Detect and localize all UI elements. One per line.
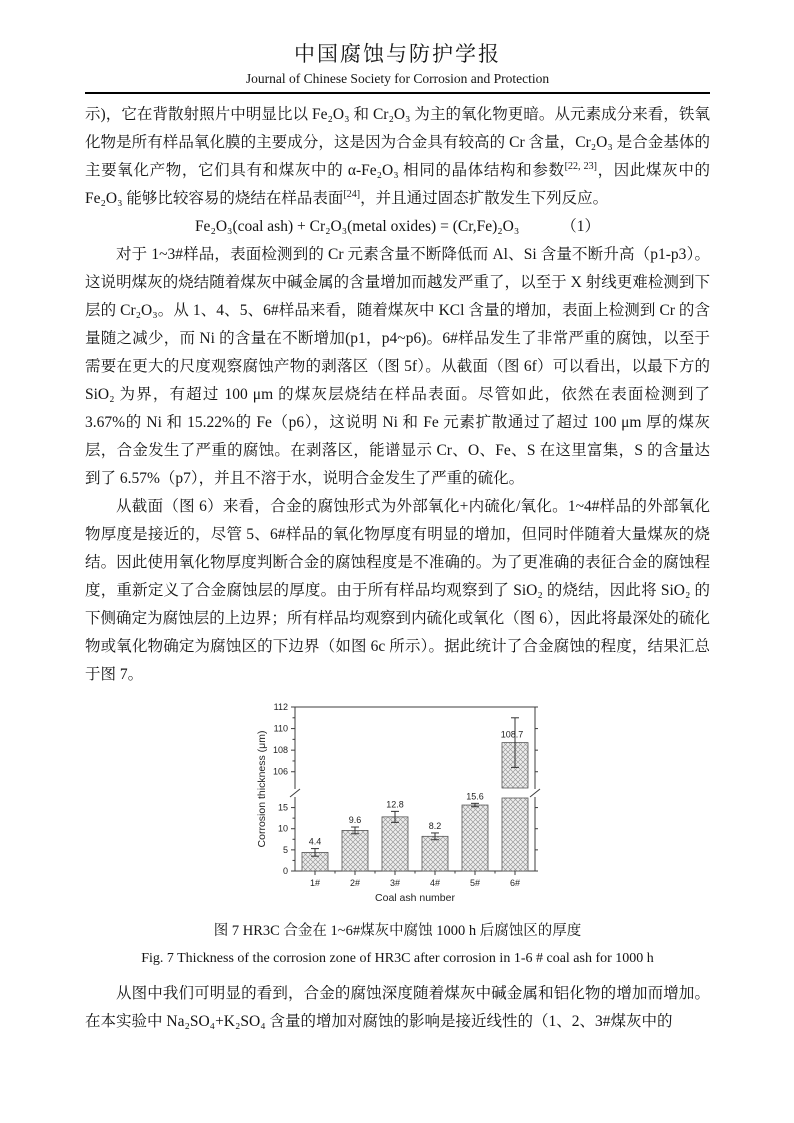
svg-text:6#: 6# [509,878,520,888]
svg-text:5: 5 [282,844,288,855]
journal-title-en: Journal of Chinese Society for Corrosion and Protection [245,71,550,86]
svg-text:Coal ash number: Coal ash number [374,892,455,904]
equation-1-row [85,213,710,241]
svg-text:5#: 5# [469,878,480,888]
svg-text:4.4: 4.4 [308,836,321,847]
figure-caption-cn: 图 7 HR3C 合金在 1~6#煤灰中腐蚀 1000 h 后腐蚀区的厚度 [213,923,582,939]
svg-text:15.6: 15.6 [465,791,484,802]
svg-text:3#: 3# [389,878,400,888]
journal-header [85,38,710,94]
equation-1-text: Fe₂O₃(coal ash) + Cr₂O₃(metal oxides) = (Cr,Fe)₂O₃ [194,218,520,235]
svg-text:0: 0 [282,866,288,876]
paragraph-oxide-composition: 示)，它在背散射照片中明显比以 Fe₂O₃ 和 Cr₂O₃ 为主的氧化物更暗。从元素成分来看，铁氧化物是所有样品氧化膜的主要成分，这是因为合金具有较高的 Cr 含量，Cr₂O₃ 是合金基体的主要氧化产物，它们具有和煤灰中的 α-Fe₂O₃ 相同的晶体结构和参数[22, 23]，因此煤灰中的 Fe₂O₃ 能够比较容易的烧结在样品表面[24]，并且通过固态扩散发生下列反应。 [85,106,710,207]
svg-text:8.2: 8.2 [428,820,441,831]
equation-1-number: （1） [561,218,601,235]
header-rule [85,92,710,94]
article-body [85,101,710,1036]
svg-text:4#: 4# [429,878,440,888]
svg-text:108: 108 [272,745,288,756]
svg-text:1#: 1# [309,878,320,888]
paragraph-corrosion-definition: 从截面（图 6）来看，合金的腐蚀形式为外部氧化+内硫化/氧化。1~4#样品的外部氧化物厚度是接近的，尽管 5、6#样品的氧化物厚度有明显的增加，但同时伴随着大量煤灰的烧结。因此使用氧化物厚度判断合金的腐蚀程度是不准确的。为了更准确的表征合金的腐蚀程度，重新定义了合金腐蚀层的厚度。由于所有样品均观察到了 SiO₂ 的烧结，因此将 SiO₂ 的下侧确定为腐蚀层的上边界；所有样品均观察到内硫化或氧化（图 6），因此将最深处的硫化物或氧化物确定为腐蚀区的下边界（如图 6c 所示）。据此统计了合金腐蚀的程度，结果汇总于图 7。 [85,498,710,683]
svg-text:112: 112 [273,702,288,712]
paragraph-surface-analysis: 对于 1~3#样品，表面检测到的 Cr 元素含量不断降低而 Al、Si 含量不断升高（p1-p3）。这说明煤灰的烧结随着煤灰中碱金属的含量增加而越发严重了，以至于 X 射线更难检测到下层的 Cr₂O₃。从 1、4、5、6#样品来看，随着煤灰中 KCl 含量的增加，表面上检测到 Cr 的含量随之减少，而 Ni 的含量在不断增加(p1，p4~p6)。6#样品发生了非常严重的腐蚀，以至于需要在更大的尺度观察腐蚀产物的剥落区（图 5f）。从截面（图 6f）可以看出，以最下方的 SiO₂ 为界，有超过 100 μm 的煤灰层烧结在样品表面。尽管如此，依然在表面检测到了 3.67%的 Ni 和 15.22%的 Fe（p6），这说明 Ni 和 Fe 元素扩散通过了超过 100 μm 厚的煤灰层，合金发生了严重的腐蚀。在剥落区，能谱显示 Cr、O、Fe、S 在这里富集，S 的含量达到了 6.57%（p7），并且不溶于水，说明合金发生了严重的硫化。 [85,246,710,487]
corrosion-chart [253,697,543,909]
svg-text:9.6: 9.6 [348,815,361,826]
svg-text:2#: 2# [349,878,360,888]
figure-caption-en: Fig. 7 Thickness of the corrosion zone of HR3C after corrosion in 1-6 # coal ash for 1000 h [141,951,654,966]
svg-text:15: 15 [277,802,288,813]
svg-text:Corrosion thickness (μm): Corrosion thickness (μm) [255,730,268,848]
svg-text:10: 10 [277,823,288,834]
journal-title-cn: 中国腐蚀与防护学报 [294,42,501,66]
figure-7-caption [85,920,710,970]
svg-text:12.8: 12.8 [385,799,404,810]
svg-text:106: 106 [272,766,288,777]
svg-text:110: 110 [273,723,288,734]
svg-text:108.7: 108.7 [500,729,523,740]
figure-7 [85,697,710,970]
paragraph-conclusion-start: 从图中我们可明显的看到，合金的腐蚀深度随着煤灰中碱金属和铝化物的增加而增加。在本实验中 Na₂SO₄+K₂SO₄ 含量的增加对腐蚀的影响是接近线性的（1、2、3#煤灰中的 [85,985,710,1030]
